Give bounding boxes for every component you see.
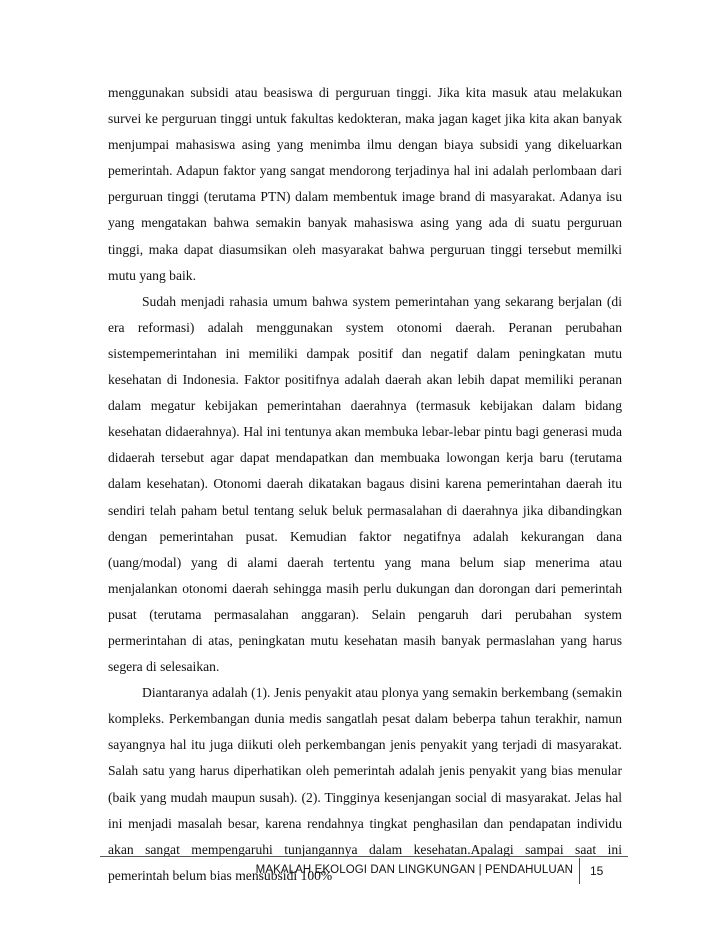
page-number: 15 xyxy=(590,864,604,878)
footer-rule xyxy=(100,856,628,857)
paragraph-2: Sudah menjadi rahasia umum bahwa system pemerintahan yang sekarang berjalan (di era reformasi) adalah menggunakan system otonomi daerah. Peranan perubahan sistempemerintahan ini memiliki dampak positif dan negatif dalam peningkatan mutu kesehatan di Indonesia. Faktor positifnya adalah daerah akan lebih dapat memiliki peranan dalam megatur kebijakan pemerintahan daerahnya (termasuk kebijakan dalam bidang kesehatan didaerahnya). Hal ini tentunya akan membuka lebar-lebar pintu bagi generasi muda didaerah tersebut agar dapat mendapatkan dan membuaka lowongan kerja baru (terutama dalam kesehatan). Otonomi daerah dikatakan bagaus disini karena pemerintahan daerah itu sendiri telah paham betul tentang seluk beluk permasalahan di daerahnya jika dibandingkan dengan pemerintahan pusat. Kemudian faktor negatifnya adalah kekurangan dana (uang/modal) yang di alami daerah tertentu yang mana belum siap menerima atau menjalankan otonomi daerah sehingga masih perlu dukungan dan dorongan dari pemerintah pusat (terutama permasalahan anggaran). Selain pengaruh dari perubahan system permerintahan di atas, peningkatan mutu kesehatan masih banyak permaslahan yang harus segera di selesaikan. xyxy=(108,293,622,675)
footer-label: MAKALAH EKOLOGI DAN LINGKUNGAN | PENDAHULUAN xyxy=(255,864,573,876)
body-text xyxy=(108,80,622,889)
page-footer xyxy=(100,856,628,886)
paragraph-3: Diantaranya adalah (1). Jenis penyakit atau plonya yang semakin berkembang (semakin kompleks. Perkembangan dunia medis sangatlah pesat dalam beberpa tahun terakhir, namun sayangnya hal itu juga diikuti oleh perkembangan jenis penyakit yang terjadi di masyarakat. Salah satu yang harus diperhatikan oleh pemerintah adalah jenis penyakit yang bias menular (baik yang mudah maupun susah). (2). Tingginya kesenjangan social di masyarakat. Jelas hal ini menjadi masalah besar, karena rendahnya tingkat penghasilan dan pendapatan individu akan sangat mempengaruhi tunjangannya dalam kesehatan.Apalagi sampai saat ini pemerintah belum bias mensubsidi 100% xyxy=(108,685,622,883)
paragraph-1: menggunakan subsidi atau beasiswa di perguruan tinggi. Jika kita masuk atau melakukan survei ke perguruan tinggi untuk fakultas kedokteran, maka jagan kaget jika kita akan banyak menjumpai mahasiswa asing yang menimba ilmu dengan biaya subsidi yang dikeluarkan pemerintah. Adapun faktor yang sangat mendorong terjadinya hal ini adalah perlombaan dari perguruan tinggi (terutama PTN) dalam membentuk image brand di masyarakat. Adanya isu yang mengatakan bahwa semakin banyak mahasiswa asing yang ada di suatu perguruan tinggi, maka dapat diasumsikan oleh masyarakat bahwa perguruan tinggi tersebut memilki mutu yang baik. xyxy=(108,85,622,283)
